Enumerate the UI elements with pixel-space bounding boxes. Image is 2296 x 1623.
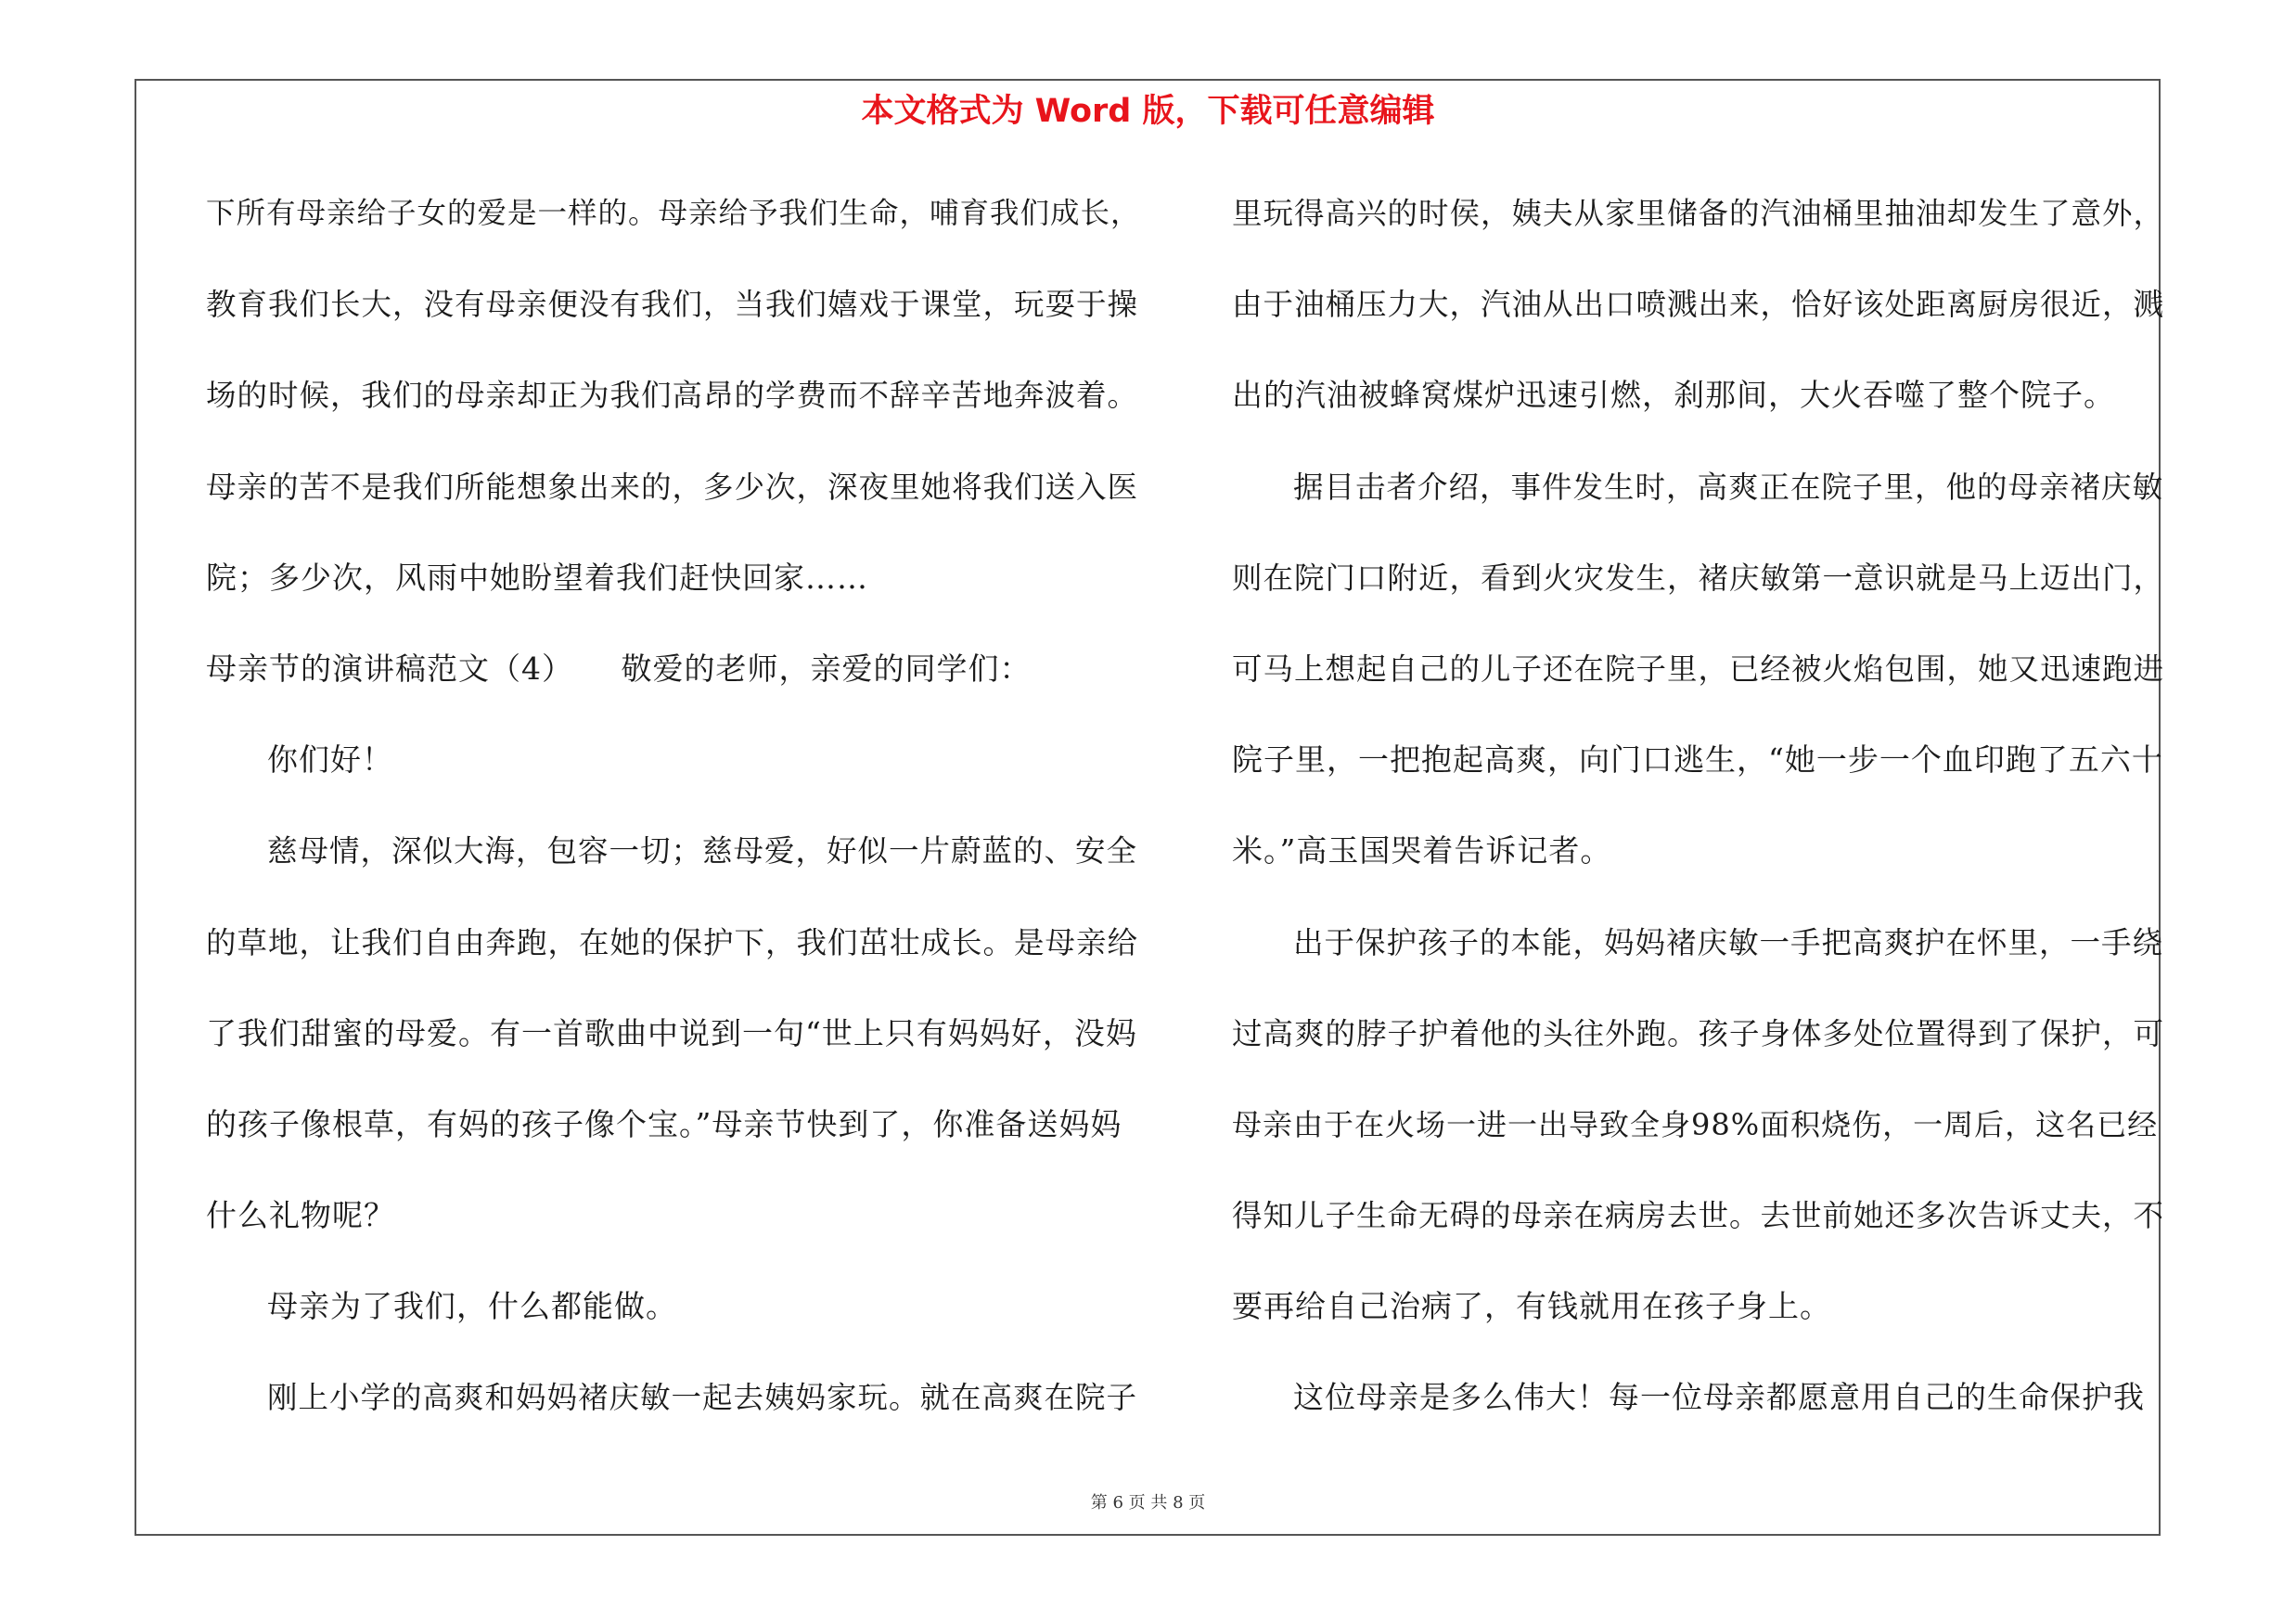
text-line: 院；多少次，风雨中她盼望着我们赶快回家……	[206, 559, 868, 596]
text-line: 的草地，让我们自由奔跑，在她的保护下，我们茁壮成长。是母亲给	[206, 924, 1139, 960]
text-line: 里玩得高兴的时侯，姨夫从家里储备的汽油桶里抽油却发生了意外，	[1232, 196, 2165, 231]
page-number-footer: 第 6 页 共 8 页	[1090, 1493, 1206, 1513]
text-line: 由于油桶压力大，汽油从出口喷溅出来，恰好该处距离厨房很近，溅	[1232, 287, 2165, 323]
text-line: 了我们甜蜜的母爱。有一首歌曲中说到一句“世上只有妈妈好，没妈	[206, 1014, 1137, 1051]
left-text-column	[206, 186, 1145, 1462]
text-line: 出于保护孩子的本能，妈妈褚庆敏一手把高爽护在怀里，一手绕	[1293, 924, 2164, 960]
format-notice-banner: 本文格式为 Word 版，下载可任意编辑	[861, 93, 1435, 130]
right-text-column	[1232, 186, 2171, 1462]
text-line: 教育我们长大，没有母亲便没有我们，当我们嬉戏于课堂，玩耍于操	[206, 287, 1139, 323]
text-line: 刚上小学的高爽和妈妈褚庆敏一起去姨妈家玩。就在高爽在院子	[267, 1380, 1138, 1416]
text-line: 得知儿子生命无碍的母亲在病房去世。去世前她还多次告诉丈夫，不	[1232, 1198, 2165, 1234]
text-line: 要再给自己治病了，有钱就用在孩子身上。	[1232, 1288, 1831, 1325]
text-line: 据目击者介绍，事件发生时，高爽正在院子里，他的母亲褚庆敏	[1293, 469, 2164, 505]
text-line: 院子里，一把抱起高爽，向门口逃生，“她一步一个血印跑了五六十	[1232, 741, 2163, 779]
text-line: 你们好！	[267, 741, 393, 779]
text-line: 母亲为了我们，什么都能做。	[267, 1288, 677, 1325]
text-line: 的孩子像根草，有妈的孩子像个宝。”母亲节快到了，你准备送妈妈	[206, 1105, 1122, 1142]
text-line: 慈母情，深似大海，包容一切；慈母爱，好似一片蔚蓝的、安全	[267, 833, 1138, 869]
text-line: 可马上想起自己的儿子还在院子里，已经被火焰包围，她又迅速跑进	[1232, 650, 2165, 687]
text-line: 则在院门口附近，看到火灾发生，褚庆敏第一意识就是马上迈出门，	[1232, 560, 2165, 596]
text-line: 米。”高玉国哭着告诉记者。	[1232, 832, 1612, 869]
text-line: 过高爽的脖子护着他的头往外跑。孩子身体多处位置得到了保护，可	[1232, 1015, 2165, 1051]
text-line: 什么礼物呢？	[206, 1197, 395, 1234]
text-line: 母亲的苦不是我们所能想象出来的，多少次，深夜里她将我们送入医	[206, 469, 1139, 505]
text-line: 下所有母亲给子女的爱是一样的。母亲给予我们生命，哺育我们成长，	[206, 197, 1141, 230]
text-line: 场的时候，我们的母亲却正为我们高昂的学费而不辞辛苦地奔波着。	[206, 378, 1139, 414]
text-line: 母亲节的演讲稿范文（4） 敬爱的老师，亲爱的同学们：	[206, 650, 1032, 687]
text-line: 这位母亲是多么伟大！每一位母亲都愿意用自己的生命保护我	[1293, 1379, 2145, 1416]
text-line: 出的汽油被蜂窝煤炉迅速引燃，刹那间，大火吞噬了整个院子。	[1232, 377, 2115, 414]
text-line: 母亲由于在火场一进一出导致全身98%面积烧伤，一周后，这名已经	[1232, 1106, 2159, 1142]
